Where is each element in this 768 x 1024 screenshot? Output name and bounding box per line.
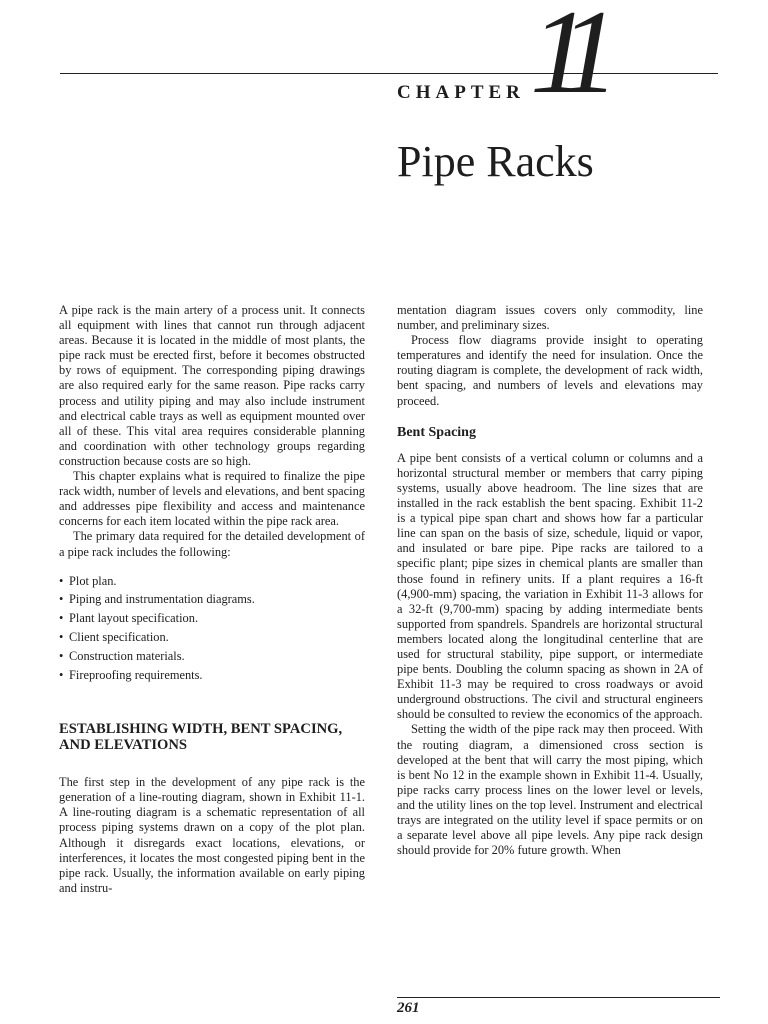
paragraph: A pipe bent consists of a vertical column or columns and a horizontal structural member or members that carry piping systems, usually above headroom. The line sizes that are installed in the rack establish the bent spacing. Exhibit 11-2 is a typical pipe span chart and shows how far a particular line can span on the basis of size, schedule, liquid or vapor, and insulated or bare pipe. Pipe racks are tailored to a specific plant; pipe sizes in chemical plants are smaller than those found in refinery units. If a plant requires a 16-ft (4,900-mm) spacing, the variation in Exhibit 11-3 allows for a 32-ft (9,700-mm) spacing by adding intermediate bents supported from spandrels. Spandrels are horizontal structural members located along the longitudinal centerline that are used for structural stability, pipe support, or intermediate pipe bents. Doubling the column spacing as shown in 2A of Exhibit 11-3 may be required to cross roadways or avoid underground obstructions. The civil and structural engineers should be consulted to review the economics of the approach.: [397, 450, 703, 722]
bottom-rule: [397, 997, 720, 998]
list-item: • Client specification.: [59, 630, 365, 645]
page-number: 261: [397, 1000, 420, 1016]
list-item: • Plot plan.: [59, 574, 365, 589]
list-item: • Piping and instrumentation diagrams.: [59, 592, 365, 607]
chapter-title: Pipe Racks: [397, 137, 594, 186]
paragraph: A pipe rack is the main artery of a process unit. It connects all equipment with lines that cannot run through adjacent areas. Because it is located in the middle of most plants, the pipe rack must be erected first, before it becomes obstructed by rows of equipment. The corresponding piping drawings are also required early for the same reason. Pipe racks carry process and utility piping and may also include instrument and electrical cable trays as well as equipment mounted over all of these. This vital area requires considerable planning and coordination with other technology groups regarding construction because costs are so high.: [59, 303, 365, 468]
paragraph: mentation diagram issues covers only commodity, line number, and preliminary sizes.: [397, 303, 703, 333]
requirements-list: [59, 574, 365, 684]
list-item: • Construction materials.: [59, 649, 365, 664]
list-item: • Fireproofing requirements.: [59, 668, 365, 683]
paragraph: The primary data required for the detailed development of a pipe rack includes the following:: [59, 529, 365, 559]
right-column: [397, 303, 703, 858]
top-rule: [60, 73, 718, 74]
chapter-label: CHAPTER: [397, 82, 525, 103]
chapter-number: 11: [530, 0, 598, 118]
list-item: • Plant layout specification.: [59, 611, 365, 626]
paragraph: The first step in the development of any pipe rack is the generation of a line-routing diagram, shown in Exhibit 11-1. A line-routing diagram is a schematic representation of all process piping systems drawn on a copy of the plot plan. Although it disregards exact locations, elevations, or interferences, it locates the most congested piping bent in the pipe rack. Usually, the information available on early piping and instru-: [59, 775, 365, 895]
paragraph: This chapter explains what is required to finalize the pipe rack width, number of levels and elevations, and bent spacing and addresses pipe flexibility and access and maintenance concerns for each item located within the pipe rack area.: [59, 469, 365, 529]
paragraph: Setting the width of the pipe rack may then proceed. With the routing diagram, a dimensioned cross section is developed at the bent that will carry the most piping, which is bent No 12 in the example shown in Exhibit 11-4. Usually, pipe racks carry process lines on the lower level or levels, and the utility lines on the top level. Instrument and electrical trays are integrated on the utility level if space permits or on a separate level above all pipe levels. Any pipe rack design should provide for 20% future growth. When: [397, 722, 703, 858]
section-heading: ESTABLISHING WIDTH, BENT SPACING, AND ELEVATIONS: [59, 721, 343, 754]
subsection-heading: Bent Spacing: [397, 424, 476, 440]
left-column: [59, 303, 365, 896]
paragraph: Process flow diagrams provide insight to operating temperatures and identify the need for insulation. Once the routing diagram is complete, the development of rack width, bent spacing, and numbers of levels and elevations may proceed.: [397, 333, 703, 408]
